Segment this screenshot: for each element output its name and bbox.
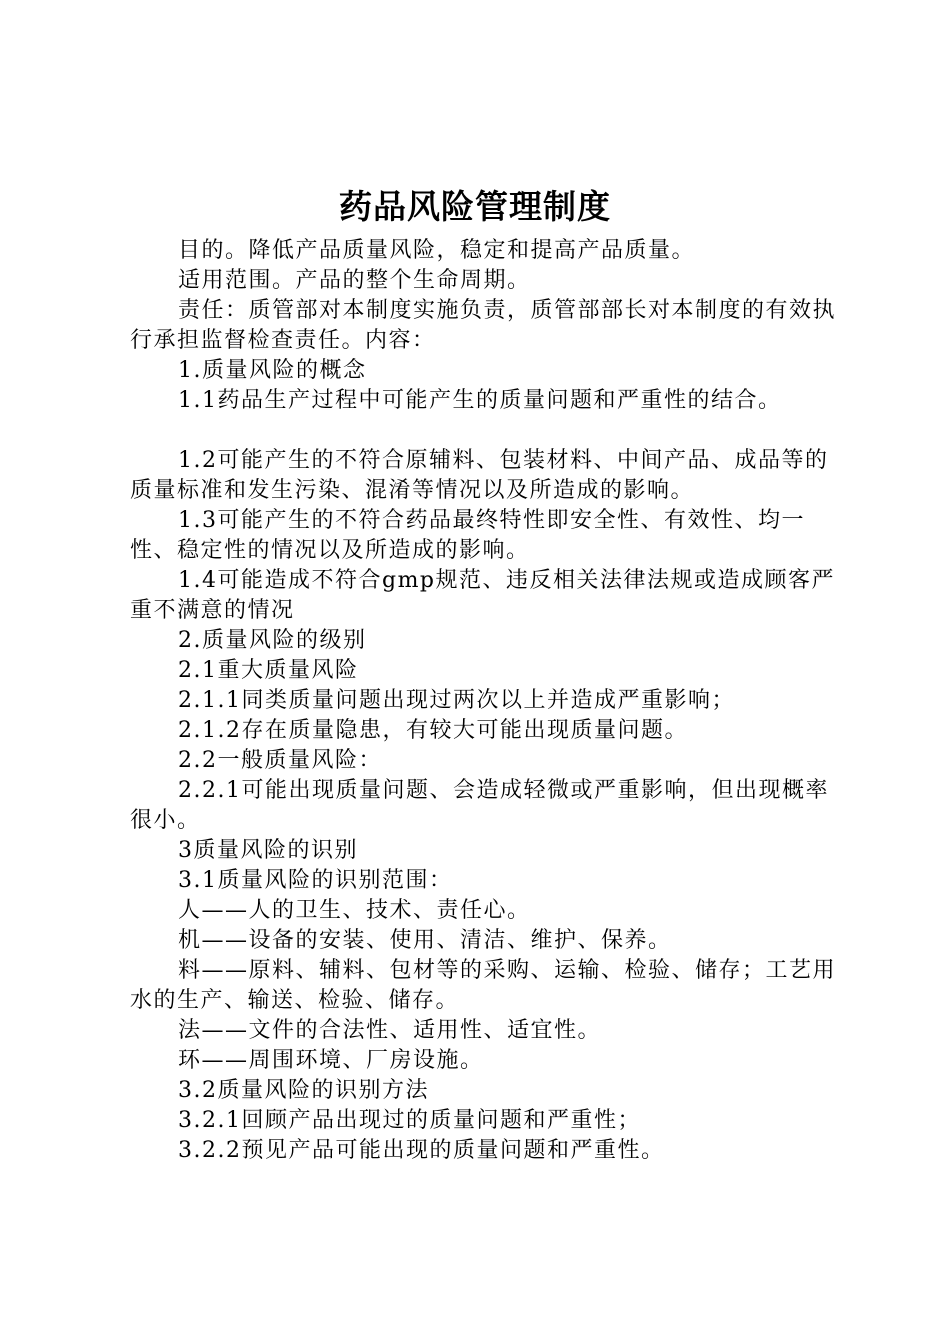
paragraph-2-1-2: 2.1.2存在质量隐患，有较大可能出现质量问题。 <box>178 718 688 743</box>
paragraph-3-2-1: 3.2.1回顾产品出现过的质量问题和严重性； <box>178 1108 641 1133</box>
blank-line <box>130 416 840 446</box>
document-body <box>130 236 840 1166</box>
heading-2-1: 2.1重大质量风险 <box>178 658 359 683</box>
paragraph-machine: 机——设备的安装、使用、清洁、维护、保养。 <box>178 928 672 953</box>
paragraph-2-1-1: 2.1.1同类质量问题出现过两次以上并造成严重影响； <box>178 688 735 713</box>
paragraph-people: 人——人的卫生、技术、责任心。 <box>178 898 531 923</box>
heading-1: 1.质量风险的概念 <box>178 358 367 383</box>
paragraph-responsibility: 责任：质管部对本制度实施负责，质管部部长对本制度的有效执行承担监督检查责任。内容： <box>130 298 837 353</box>
heading-3-1: 3.1质量风险的识别范围： <box>178 868 453 893</box>
paragraph-purpose: 目的。降低产品质量风险，稳定和提高产品质量。 <box>178 238 696 263</box>
paragraph-1-2: 1.2可能产生的不符合原辅料、包装材料、中间产品、成品等的质量标准和发生污染、混淆等情况以及所造成的影响。 <box>130 448 829 503</box>
paragraph-1-4: 1.4可能造成不符合gmp规范、违反相关法律法规或造成顾客严重不满意的情况 <box>130 568 836 623</box>
paragraph-scope: 适用范围。产品的整个生命周期。 <box>178 268 531 293</box>
paragraph-1-3: 1.3可能产生的不符合药品最终特性即安全性、有效性、均一性、稳定性的情况以及所造成的影响。 <box>130 508 805 563</box>
heading-3-2: 3.2质量风险的识别方法 <box>178 1078 429 1103</box>
paragraph-2-2-1: 2.2.1可能出现质量问题、会造成轻微或严重影响，但出现概率很小。 <box>130 778 829 833</box>
paragraph-material: 料——原料、辅料、包材等的采购、运输、检验、储存；工艺用水的生产、输送、检验、储存。 <box>130 958 837 1013</box>
paragraph-method: 法——文件的合法性、适用性、适宜性。 <box>178 1018 602 1043</box>
heading-3: 3质量风险的识别 <box>178 838 358 863</box>
paragraph-environment: 环——周围环境、厂房设施。 <box>178 1048 484 1073</box>
document-title: 药品风险管理制度 <box>339 187 611 226</box>
heading-2: 2.质量风险的级别 <box>178 628 367 653</box>
paragraph-3-2-2: 3.2.2预见产品可能出现的质量问题和严重性。 <box>178 1138 665 1163</box>
paragraph-1-1: 1.1药品生产过程中可能产生的质量问题和严重性的结合。 <box>178 388 782 413</box>
heading-2-2: 2.2一般质量风险： <box>178 748 382 773</box>
